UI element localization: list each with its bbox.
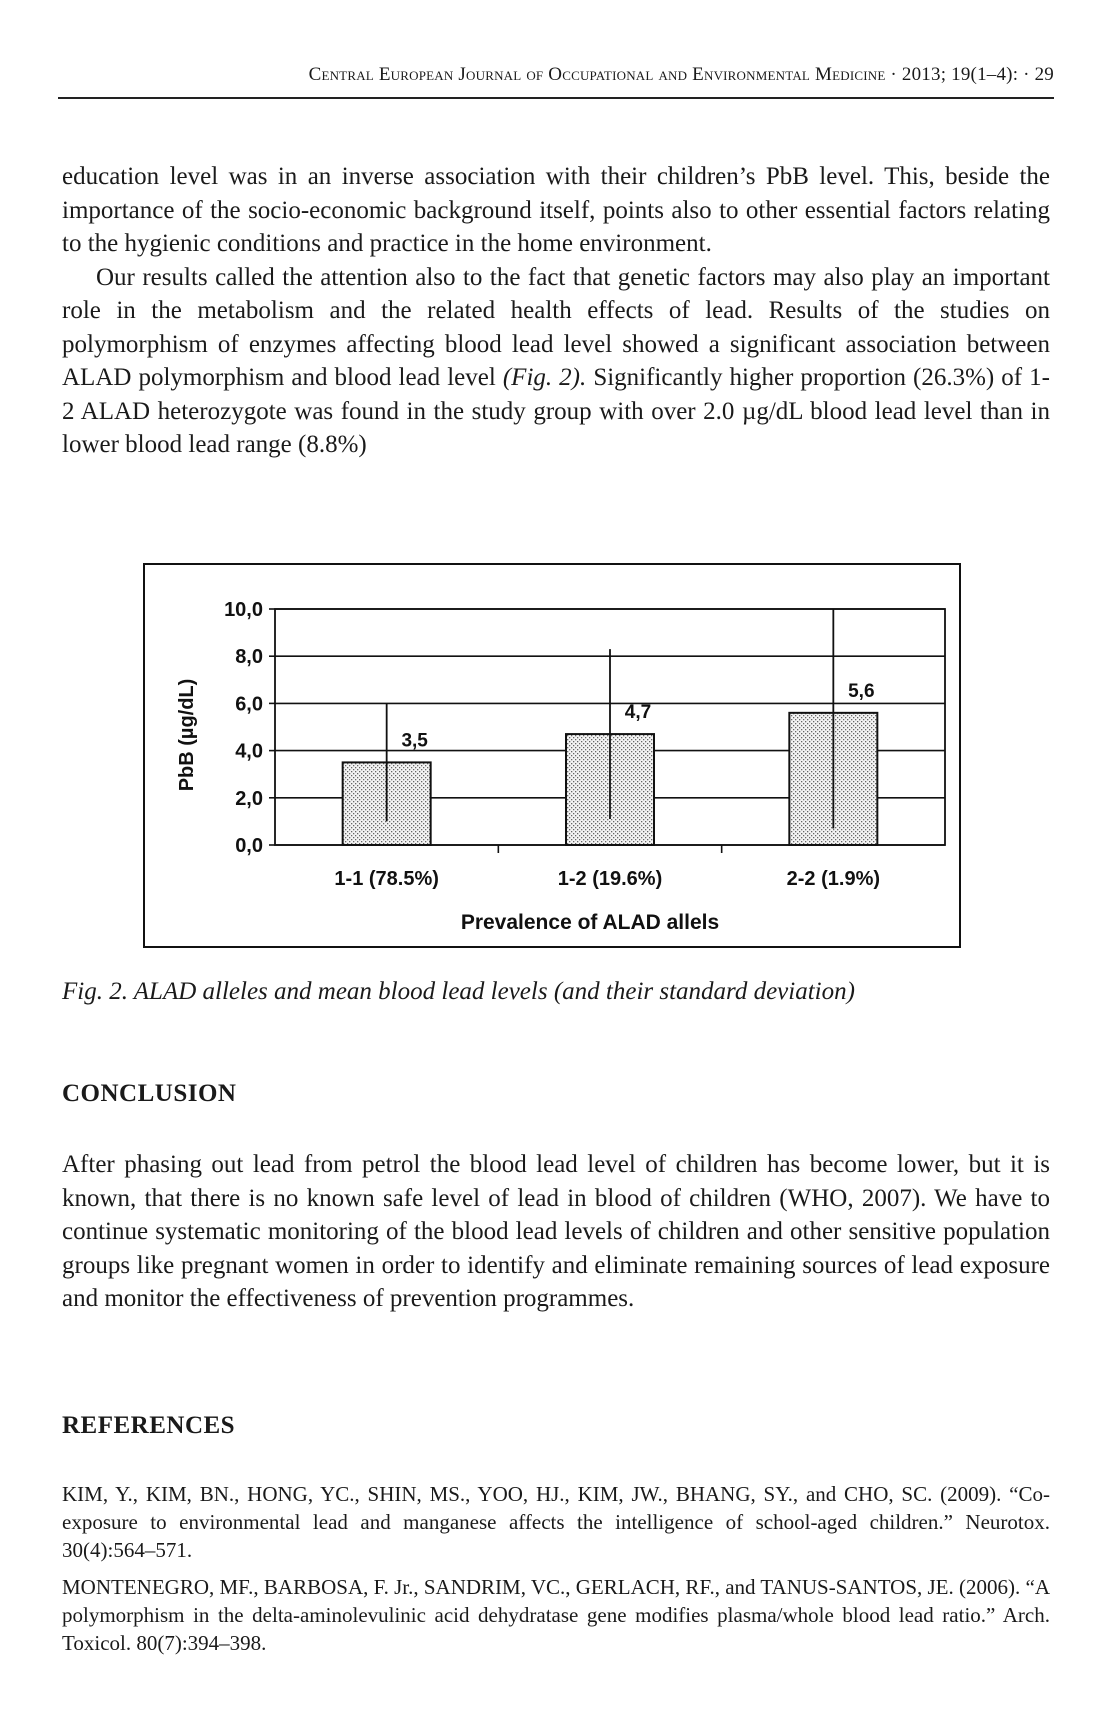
y-tick-label: 2,0: [235, 787, 263, 810]
x-tick-label: 1-1 (78.5%): [334, 868, 439, 890]
y-axis-title: PbB (µg/dL): [176, 678, 198, 792]
figure-caption: Fig. 2. ALAD alleles and mean blood lead levels (and their standard deviation): [62, 978, 855, 1005]
x-tick-label: 2-2 (1.9%): [786, 868, 881, 890]
figure-reference: (Fig. 2).: [502, 364, 587, 391]
paragraph-2: [62, 261, 1050, 462]
reference-item: KIM, Y., KIM, BN., HONG, YC., SHIN, MS., YOO, HJ., KIM, JW., BHANG, SY., and CHO, SC. (2009). “Co-exposure to environmental lead and manganese affects the intelligence of school-aged children.” Neurotox. 30(4):564–571.: [62, 1482, 1050, 1562]
conclusion-paragraph: After phasing out lead from petrol the blood lead level of children has become lower, but it is known, that there is no known safe level of lead in blood of children (WHO, 2007). We have to continue systematic monitoring of the blood lead levels of children and other sensitive population groups like pregnant women in order to identify and eliminate remaining sources of lead exposure and monitor the effectiveness of prevention programmes.: [62, 1151, 1050, 1312]
references-heading: REFERENCES: [62, 1412, 236, 1439]
paragraph-2-start: Our results called the attention also to the fact that genetic factors may also play an important role in the metabolism and the related health effects of lead. Results of the studies on polymorphism of enzymes affecting blood lead level showed a significant association between ALAD polymorphism and blood lead level: [62, 263, 1050, 391]
reference-item: MONTENEGRO, MF., BARBOSA, F. Jr., SANDRIM, VC., GERLACH, RF., and TANUS-SANTOS, JE. (2006). “A polymorphism in the delta-aminolevulinic acid dehydratase gene modifies plasma/whole blood lead ratio.” Arch. Toxicol. 80(7):394–398.: [62, 1575, 1050, 1655]
paragraph-2-end: Significantly higher proportion (26.3%) of 1-2 ALAD heterozygote was found in the study group with over 2.0 µg/dL blood lead level than in lower blood lead range (8.8%): [62, 364, 1050, 458]
y-tick-label: 0,0: [235, 835, 263, 857]
conclusion-heading: CONCLUSION: [62, 1080, 237, 1107]
y-tick-label: 6,0: [235, 693, 263, 716]
header-rule: [58, 97, 1054, 99]
x-axis-title: Prevalence of ALAD allels: [460, 911, 720, 934]
data-label: 5,6: [848, 680, 875, 702]
data-label: 3,5: [401, 730, 428, 752]
bar-chart: [145, 565, 959, 946]
references-list: [62, 1480, 1050, 1666]
y-tick-label: 8,0: [235, 646, 263, 669]
y-tick-label: 10,0: [224, 599, 263, 621]
body-text-block: [62, 160, 1050, 462]
y-tick-label: 4,0: [235, 740, 263, 763]
running-head: Central European Journal of Occupational and Environmental Medicine · 2013; 19(1–4): · 29: [308, 64, 1054, 85]
paragraph-1: education level was in an inverse association with their children’s PbB level. This, beside the importance of the socio-economic background itself, points also to other essential factors relating to the hygienic conditions and practice in the home environment.: [62, 163, 1050, 257]
data-label: 4,7: [624, 702, 652, 724]
conclusion-text: [62, 1148, 1050, 1316]
figure-2-chart: [143, 563, 961, 948]
x-tick-label: 1-2 (19.6%): [557, 868, 663, 890]
